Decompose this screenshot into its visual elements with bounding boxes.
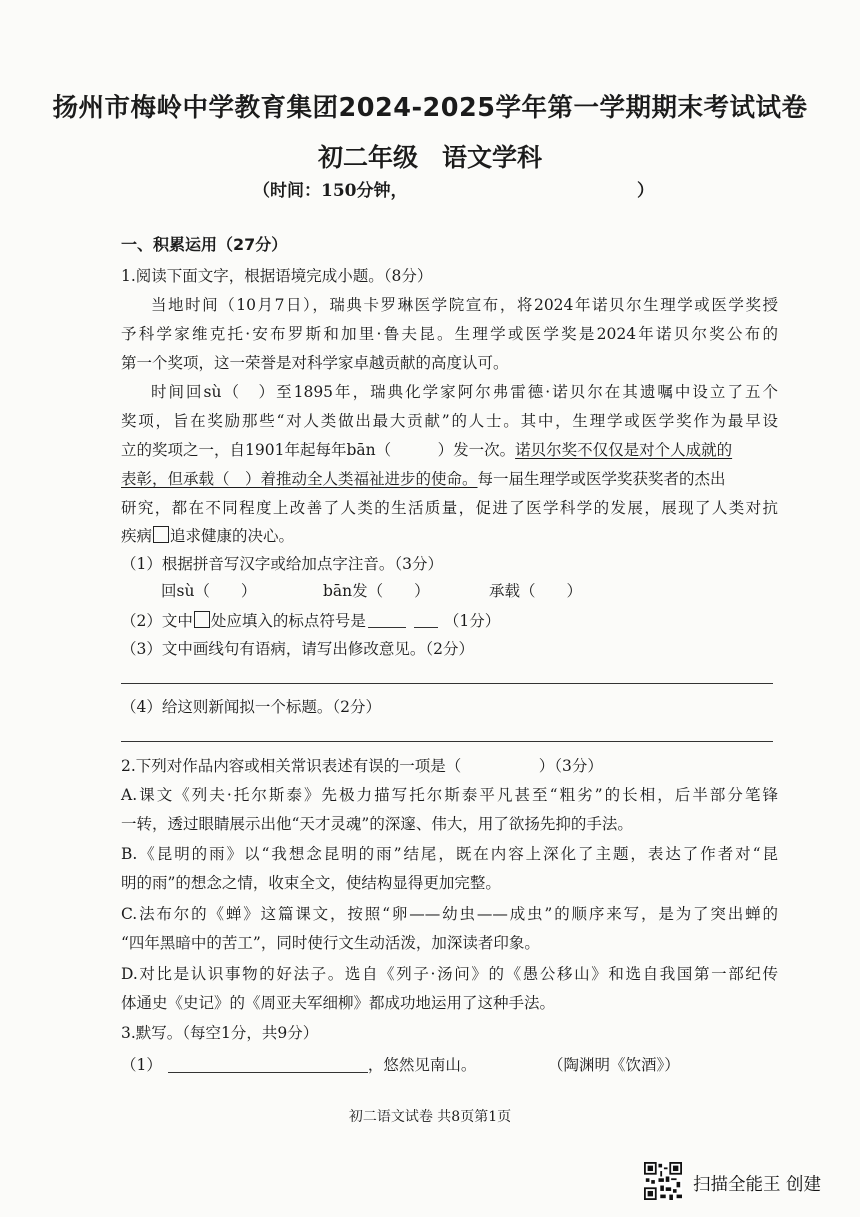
q1-paragraph-line: 第一个奖项，这一荣誉是对科学家卓越贡献的高度认可。 — [121, 354, 509, 372]
q2-prompt: 2.下列对作品内容或相关常识表述有误的一项是（ ）（3分） — [121, 757, 603, 775]
answer-line[interactable] — [121, 741, 773, 742]
answer-sub1-c: 承载（ ） — [489, 582, 583, 600]
q1-prompt: 1.阅读下面文字，根据语境完成小题。（8分） — [121, 267, 433, 285]
answer-blank[interactable] — [168, 1057, 368, 1073]
q1-sub1: （1）根据拼音写汉字或给加点字注音。（3分） — [121, 555, 443, 573]
q1-text: 立的奖项之一，自1901年起每年bān（ ）发一次。 — [121, 441, 516, 459]
q1-text: 疾病 — [121, 527, 153, 545]
q2-option-b: B.《昆明的雨》以“我想念昆明的雨”结尾，既在内容上深化了主题，表达了作者对“昆 — [121, 845, 778, 863]
q3-item-number: （1） — [121, 1056, 162, 1074]
q2-option-c: C.法布尔的《蝉》这篇课文，按照“卵——幼虫——成虫”的顺序来写，是为了突出蝉的 — [121, 905, 778, 923]
q2-option-b: 明的雨”的想念之情，收束全文，使结构显得更加完整。 — [121, 874, 501, 892]
q1-text: 每一届生理学或医学奖获奖者的杰出 — [477, 470, 726, 488]
underlined-sentence: 表彰，但承载（ ）着推动全人类福祉进步的使命。 — [121, 470, 478, 488]
section-heading: 一、积累运用（27分） — [121, 235, 288, 254]
q3-prompt: 3.默写。（每空1分，共9分） — [121, 1024, 319, 1042]
grade-label: 初二年级 — [317, 143, 418, 172]
q1-paragraph-line — [121, 524, 294, 546]
q3-source: （陶渊明《饮酒》） — [548, 1056, 680, 1074]
q1-paragraph-line: 奖项，旨在奖励那些“对人类做出最大贡献”的人士。其中，生理学或医学奖作为最早设 — [121, 412, 778, 430]
q1-sub2-text: 处应填入的标点符号是 — [210, 612, 366, 630]
exam-subtitle — [0, 138, 860, 174]
answer-sub1-b: bān发（ ） — [323, 582, 430, 600]
exam-time: （时间：150分钟， — [253, 181, 408, 201]
q1-paragraph-line: 当地时间（10月7日），瑞典卡罗琳医学院宣布，将2024年诺贝尔生理学或医学奖授 — [151, 296, 778, 314]
q1-paragraph-line: 时间回sù（ ）至1895年，瑞典化学家阿尔弗雷德·诺贝尔在其遗嘱中设立了五个 — [151, 383, 778, 401]
q1-paragraph-line: 研究，都在不同程度上改善了人类的生活质量，促进了医学科学的发展，展现了人类对抗 — [121, 499, 778, 517]
answer-sub1-a: 回sù（ ） — [161, 582, 257, 600]
subject-label: 语文学科 — [442, 143, 543, 172]
q1-paragraph-line — [121, 467, 726, 489]
q1-paragraph-line: 予科学家维克托·安布罗斯和加里·鲁夫昆。生理学或医学奖是2024年诺贝尔奖公布的 — [121, 325, 778, 343]
q1-text: 追求健康的决心。 — [170, 527, 295, 545]
exam-time-close: ） — [637, 181, 654, 201]
q3-item-text: ，悠然见南山。 — [367, 1056, 477, 1074]
punctuation-box — [194, 611, 210, 628]
page-footer: 初二语文试卷 共8页第1页 — [348, 1109, 512, 1125]
q1-sub4: （4）给这则新闻拟一个标题。（2分） — [121, 698, 381, 716]
scanner-watermark: 扫描全能王 创建 — [693, 1175, 822, 1195]
q2-option-c: “四年黑暗中的苦工”，同时使行文生动活泼，加深读者印象。 — [121, 934, 540, 952]
q2-option-d: 体通史《史记》的《周亚夫军细柳》都成功地运用了这种手法。 — [121, 994, 556, 1012]
q1-sub3: （3）文中画线句有语病，请写出修改意见。（2分） — [121, 640, 474, 658]
answer-blank[interactable] — [414, 613, 438, 628]
underlined-sentence: 诺贝尔奖不仅仅是对个人成就的 — [515, 441, 733, 459]
q1-sub2-text: （2）文中 — [121, 612, 193, 630]
answer-blank[interactable] — [368, 613, 406, 628]
answer-line[interactable] — [121, 683, 773, 684]
punctuation-box — [153, 526, 169, 543]
q2-option-a: A.课文《列夫·托尔斯泰》先极力描写托尔斯泰平凡甚至“粗劣”的长相，后半部分笔锋 — [121, 786, 778, 804]
qr-code-icon — [644, 1162, 682, 1200]
q2-option-a: 一转，透过眼睛展示出他“天才灵魂”的深邃、伟大，用了欲扬先抑的手法。 — [121, 815, 633, 833]
q1-sub2 — [121, 609, 500, 631]
q3-item — [121, 1053, 476, 1075]
q2-option-d: D.对比是认识事物的好法子。选自《列子·汤问》的《愚公移山》和选自我国第一部纪传 — [121, 965, 778, 983]
q1-paragraph-line — [121, 438, 732, 460]
q1-sub2-score: （1分） — [443, 612, 501, 630]
exam-title: 扬州市梅岭中学教育集团2024-2025学年第一学期期末考试试卷 — [52, 93, 808, 123]
